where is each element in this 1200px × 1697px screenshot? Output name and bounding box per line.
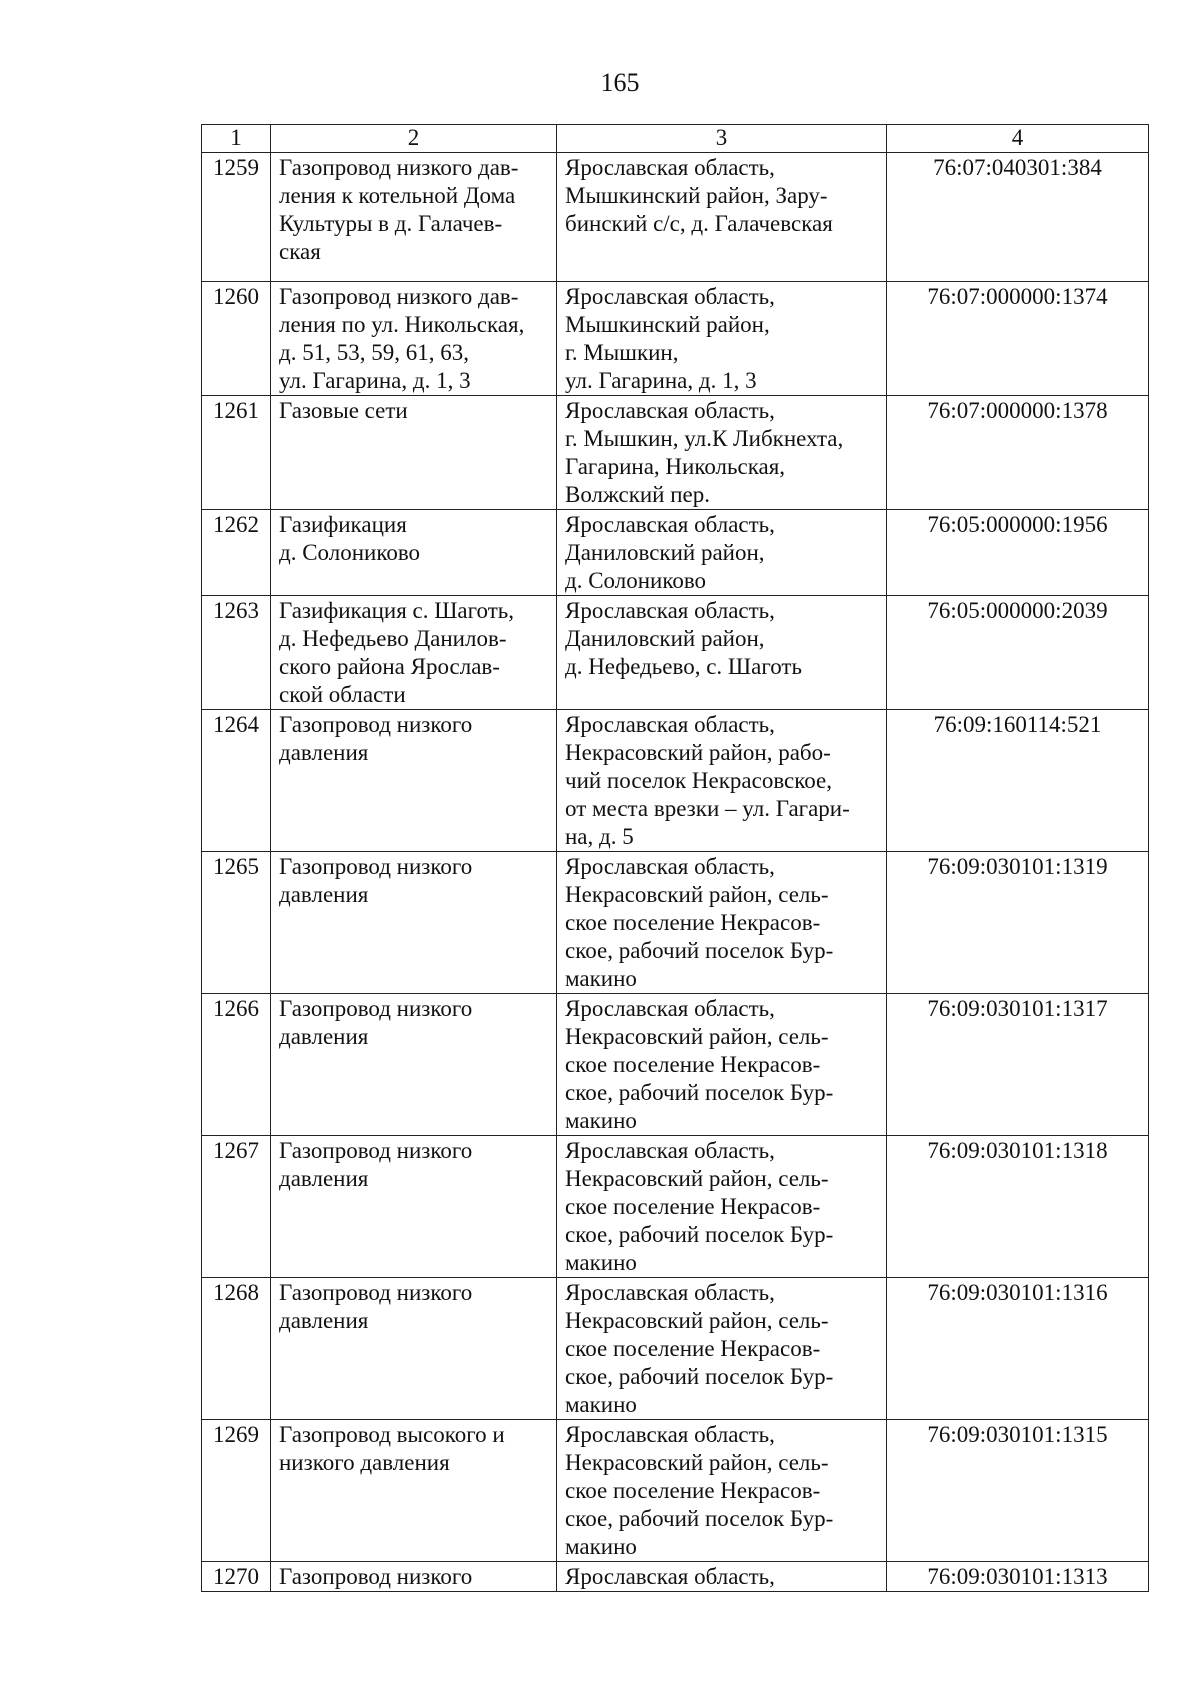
table-row <box>202 1420 1149 1562</box>
object-address-line: чий поселок Некрасовское, <box>565 768 833 793</box>
object-address-line: ское, рабочий поселок Бур- <box>565 938 834 963</box>
object-name-line: ского района Ярослав- <box>279 654 500 679</box>
object-name-line: ской области <box>279 682 406 707</box>
cadastral-number: 76:09:030101:1319 <box>887 852 1149 994</box>
object-name-line: давления <box>279 1024 369 1049</box>
object-address-line: Ярославская область, <box>565 398 775 423</box>
object-name-line: Газовые сети <box>279 398 408 423</box>
object-address <box>557 852 887 994</box>
header-col-4: 4 <box>887 125 1149 153</box>
object-name-line: Газопровод низкого <box>279 996 473 1021</box>
object-name <box>271 1562 557 1592</box>
object-address-line: ское поселение Некрасов- <box>565 1052 821 1077</box>
cadastral-number: 76:09:030101:1313 <box>887 1562 1149 1592</box>
object-address-line: Ярославская область, <box>565 854 775 879</box>
cadastral-number: 76:09:160114:521 <box>887 710 1149 852</box>
object-address-line: макино <box>565 1250 637 1275</box>
row-number: 1260 <box>202 282 271 396</box>
object-name-line: Газопровод низкого дав- <box>279 284 519 309</box>
object-address-line: Ярославская область, <box>565 712 775 737</box>
table-row <box>202 1562 1149 1592</box>
object-address-line: Ярославская область, <box>565 996 775 1021</box>
table-row <box>202 153 1149 282</box>
object-address-line: д. Нефедьево, с. Шаготь <box>565 654 802 679</box>
header-row <box>202 125 1149 153</box>
object-address-line: ул. Гагарина, д. 1, 3 <box>565 368 757 393</box>
object-address-line: д. Солониково <box>565 568 707 593</box>
table-row <box>202 1278 1149 1420</box>
registry-table <box>201 124 1149 1592</box>
cadastral-number: 76:05:000000:1956 <box>887 510 1149 596</box>
object-address <box>557 153 887 282</box>
header-col-1: 1 <box>202 125 271 153</box>
object-name-line: давления <box>279 1308 369 1333</box>
row-number: 1262 <box>202 510 271 596</box>
object-name-line: д. Солониково <box>279 540 421 565</box>
object-name <box>271 153 557 282</box>
object-name <box>271 596 557 710</box>
row-number: 1259 <box>202 153 271 282</box>
object-name <box>271 1278 557 1420</box>
object-name <box>271 1420 557 1562</box>
object-address-line: Ярославская область, <box>565 1422 775 1447</box>
object-name-line: Газификация с. Шаготь, <box>279 598 514 623</box>
object-address-line: ское поселение Некрасов- <box>565 1194 821 1219</box>
object-name-line: ская <box>279 239 321 264</box>
object-name-line: ул. Гагарина, д. 1, 3 <box>279 368 471 393</box>
object-address-line: Некрасовский район, рабо- <box>565 740 831 765</box>
object-address-line: Некрасовский район, сель- <box>565 882 829 907</box>
object-address-line: макино <box>565 1108 637 1133</box>
object-address-line: Ярославская область, <box>565 1280 775 1305</box>
object-address-line: от места врезки – ул. Гагари- <box>565 796 850 821</box>
row-number: 1261 <box>202 396 271 510</box>
object-address-line: ское поселение Некрасов- <box>565 1478 821 1503</box>
object-address <box>557 710 887 852</box>
object-name-line: Газопровод низкого <box>279 1280 473 1305</box>
object-address-line: Гагарина, Никольская, <box>565 454 786 479</box>
object-name-line: давления <box>279 740 369 765</box>
object-name-line: ления по ул. Никольская, <box>279 312 525 337</box>
object-name-line: Газопровод низкого <box>279 1138 473 1163</box>
object-address-line: ское поселение Некрасов- <box>565 1336 821 1361</box>
object-address-line: ское, рабочий поселок Бур- <box>565 1222 834 1247</box>
table-row <box>202 596 1149 710</box>
object-address-line: Мышкинский район, <box>565 312 770 337</box>
object-address <box>557 1136 887 1278</box>
object-address-line: макино <box>565 1534 637 1559</box>
object-address <box>557 1278 887 1420</box>
object-address <box>557 396 887 510</box>
object-name <box>271 852 557 994</box>
object-name <box>271 1136 557 1278</box>
table-row <box>202 1136 1149 1278</box>
table-row <box>202 510 1149 596</box>
object-address-line: макино <box>565 1392 637 1417</box>
row-number: 1263 <box>202 596 271 710</box>
cadastral-number: 76:05:000000:2039 <box>887 596 1149 710</box>
row-number: 1264 <box>202 710 271 852</box>
object-name-line: низкого давления <box>279 1450 450 1475</box>
object-address-line: г. Мышкин, <box>565 340 679 365</box>
row-number: 1270 <box>202 1562 271 1592</box>
object-address-line: Мышкинский район, Зару- <box>565 183 828 208</box>
object-name-line: Газопровод низкого дав- <box>279 155 519 180</box>
object-address-line: ское поселение Некрасов- <box>565 910 821 935</box>
object-name-line: Газопровод высокого и <box>279 1422 505 1447</box>
cadastral-number: 76:09:030101:1317 <box>887 994 1149 1136</box>
object-name <box>271 710 557 852</box>
object-name-line: Газопровод низкого <box>279 712 473 737</box>
object-address-line: Ярославская область, <box>565 598 775 623</box>
table-row <box>202 994 1149 1136</box>
object-address-line: Некрасовский район, сель- <box>565 1308 829 1333</box>
object-address-line: макино <box>565 966 637 991</box>
object-name <box>271 396 557 510</box>
cadastral-number: 76:07:000000:1378 <box>887 396 1149 510</box>
cadastral-number: 76:07:040301:384 <box>887 153 1149 282</box>
table-body <box>202 153 1149 1592</box>
table-row <box>202 282 1149 396</box>
object-address-line: Некрасовский район, сель- <box>565 1024 829 1049</box>
table-header <box>202 125 1149 153</box>
object-address-line: Некрасовский район, сель- <box>565 1166 829 1191</box>
object-address-line: ское, рабочий поселок Бур- <box>565 1080 834 1105</box>
cadastral-number: 76:09:030101:1318 <box>887 1136 1149 1278</box>
row-number: 1266 <box>202 994 271 1136</box>
object-name-line: Газопровод низкого <box>279 854 473 879</box>
object-address <box>557 510 887 596</box>
object-name-line: Культуры в д. Галачев- <box>279 211 503 236</box>
table-row <box>202 710 1149 852</box>
header-col-2: 2 <box>271 125 557 153</box>
object-name-line: давления <box>279 882 369 907</box>
header-col-3: 3 <box>557 125 887 153</box>
object-address <box>557 1562 887 1592</box>
row-number: 1267 <box>202 1136 271 1278</box>
cadastral-number: 76:07:000000:1374 <box>887 282 1149 396</box>
object-address-line: г. Мышкин, ул.К Либкнехта, <box>565 426 844 451</box>
object-address-line: Ярославская область, <box>565 155 775 180</box>
cadastral-number: 76:09:030101:1315 <box>887 1420 1149 1562</box>
object-address-line: Волжский пер. <box>565 482 711 507</box>
object-address-line: Даниловский район, <box>565 626 765 651</box>
table-row <box>202 852 1149 994</box>
object-name-line: ления к котельной Дома <box>279 183 516 208</box>
object-address-line: Даниловский район, <box>565 540 765 565</box>
object-address-line: бинский с/с, д. Галачевская <box>565 211 833 236</box>
row-number: 1268 <box>202 1278 271 1420</box>
object-name-line: давления <box>279 1166 369 1191</box>
row-number: 1269 <box>202 1420 271 1562</box>
object-address-line: Ярославская область, <box>565 1138 775 1163</box>
object-address-line: Ярославская область, <box>565 1564 775 1589</box>
cadastral-number: 76:09:030101:1316 <box>887 1278 1149 1420</box>
object-name-line: д. Нефедьево Данилов- <box>279 626 507 651</box>
object-name-line: Газопровод низкого <box>279 1564 473 1589</box>
object-name <box>271 510 557 596</box>
object-address-line: ское, рабочий поселок Бур- <box>565 1506 834 1531</box>
object-address <box>557 596 887 710</box>
object-address-line: Ярославская область, <box>565 512 775 537</box>
object-address-line: ское, рабочий поселок Бур- <box>565 1364 834 1389</box>
row-number: 1265 <box>202 852 271 994</box>
object-name-line: д. 51, 53, 59, 61, 63, <box>279 340 469 365</box>
object-name <box>271 282 557 396</box>
object-name-line: Газификация <box>279 512 407 537</box>
object-address <box>557 1420 887 1562</box>
page-number: 165 <box>600 68 640 97</box>
object-address <box>557 994 887 1136</box>
object-address-line: Некрасовский район, сель- <box>565 1450 829 1475</box>
object-address-line: Ярославская область, <box>565 284 775 309</box>
object-name <box>271 994 557 1136</box>
table-row <box>202 396 1149 510</box>
object-address <box>557 282 887 396</box>
object-address-line: на, д. 5 <box>565 824 634 849</box>
